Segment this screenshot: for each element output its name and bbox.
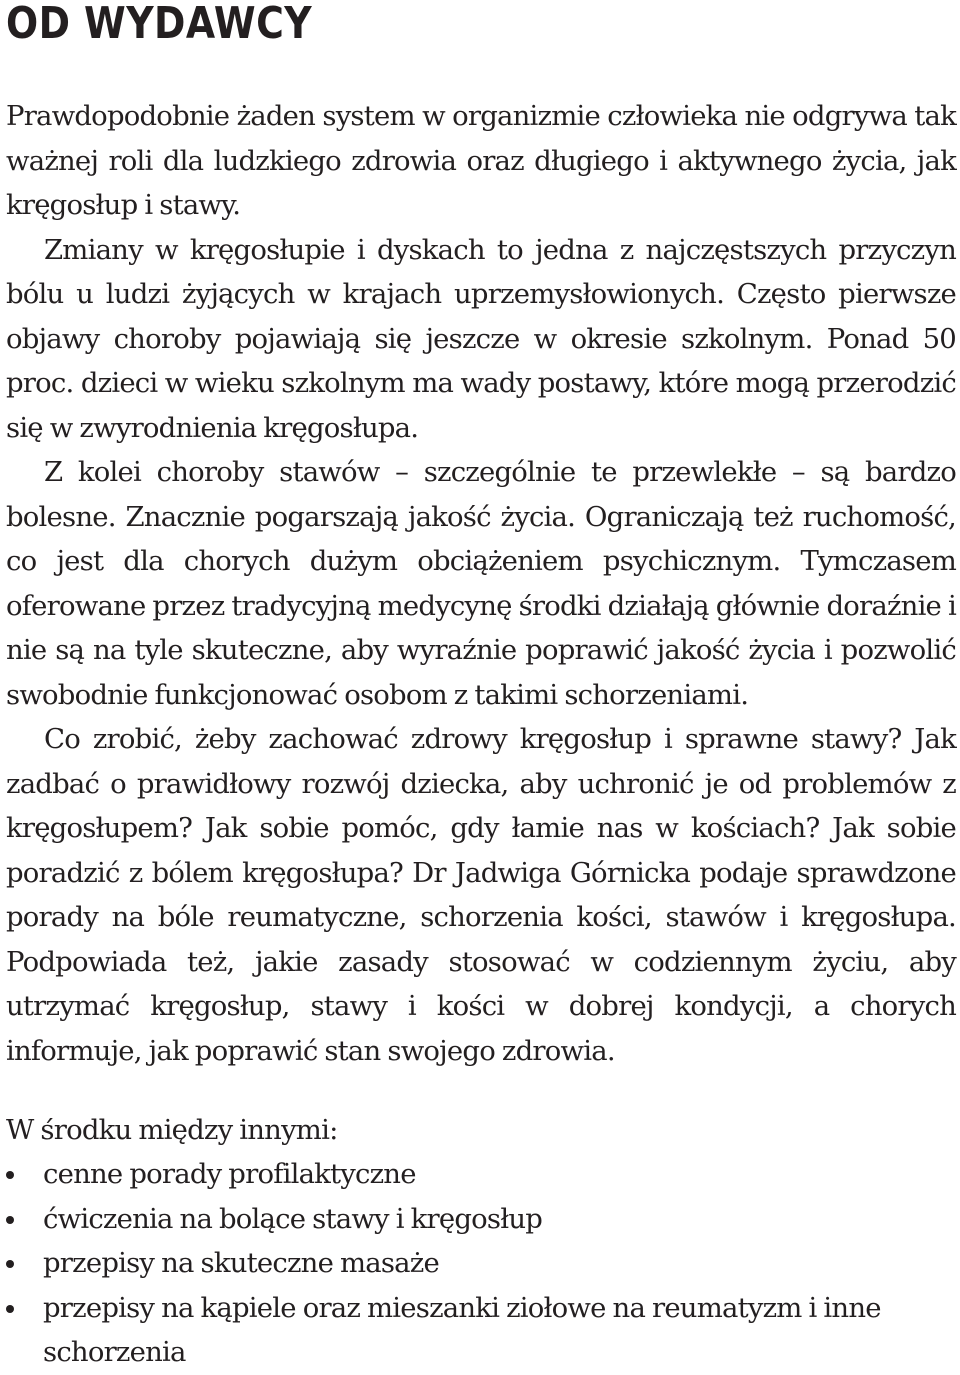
bullet-icon [6,1305,14,1313]
paragraph-joints: Z kolei choroby stawów – szczególnie te przewlekłe – są bardzo bolesne. Znacznie pogarszają jakość życia. Ograniczają też ruchomość, co jest dla chorych dużym obciążeniem psychicznym. Tymczasem oferowane przez tradycyjną medycynę środki działają głównie doraźnie i nie są na tyle skuteczne, aby wyraźnie poprawić jakość życia i pozwolić swobodnie funkcjonować osobom z takimi schorzeniami. [6,456,956,711]
list-intro: W środku między innymi: [6,1114,338,1146]
list-item [6,1152,956,1197]
contents-list [6,1152,956,1375]
paragraph-questions: Co zrobić, żeby zachować zdrowy kręgosłup i sprawne stawy? Jak zadbać o prawidłowy rozwój dziecka, aby uchronić je od problemów z kręgosłupem? Jak sobie pomóc, gdy łamie nas w kościach? Jak sobie poradzić z bólem kręgosłupa? Dr Jadwiga Górnicka podaje sprawdzone porady na bóle reumatyczne, schorzenia kości, stawów i kręgosłupa. Podpowiada też, jakie zasady stosować w codziennym życiu, aby utrzymać kręgosłup, stawy i kości w dobrej kondycji, a chorych informuje, jak poprawić stan swojego zdrowia. [6,723,956,1067]
paragraph-intro: Prawdopodobnie żaden system w organizmie człowieka nie odgrywa tak ważnej roli dla ludzkiego zdrowia oraz długiego i aktywnego życia, jak kręgosłup i stawy. [6,100,956,221]
bullet-icon [6,1216,14,1224]
bullet-icon [6,1260,14,1268]
list-item-text: ćwiczenia na bolące stawy i kręgosłup [43,1202,543,1235]
list-item [6,1241,956,1286]
list-item [6,1197,956,1242]
document-page [6,0,956,1368]
list-item [6,1286,956,1375]
list-item-text: cenne porady profilaktyczne [43,1158,416,1190]
paragraph-spine: Zmiany w kręgosłupie i dyskach to jedna z najczęstszych przyczyn bólu u ludzi żyjących w krajach uprzemysłowionych. Często pierwsze objawy choroby pojawiają się jeszcze w okresie szkolnym. Ponad 50 proc. dzieci w wieku szkolnym ma wady postawy, które mogą przerodzić się w zwyrodnienia kręgosłupa. [6,233,956,444]
bullet-icon [6,1171,14,1179]
article-body [6,94,956,1073]
list-item-text: przepisy na skuteczne masaże [43,1247,439,1279]
list-item-text: przepisy na kąpiele oraz mieszanki ziołowe na reumatyzm i inne schorzenia [43,1291,881,1368]
page-title: OD WYDAWCY [6,0,313,49]
